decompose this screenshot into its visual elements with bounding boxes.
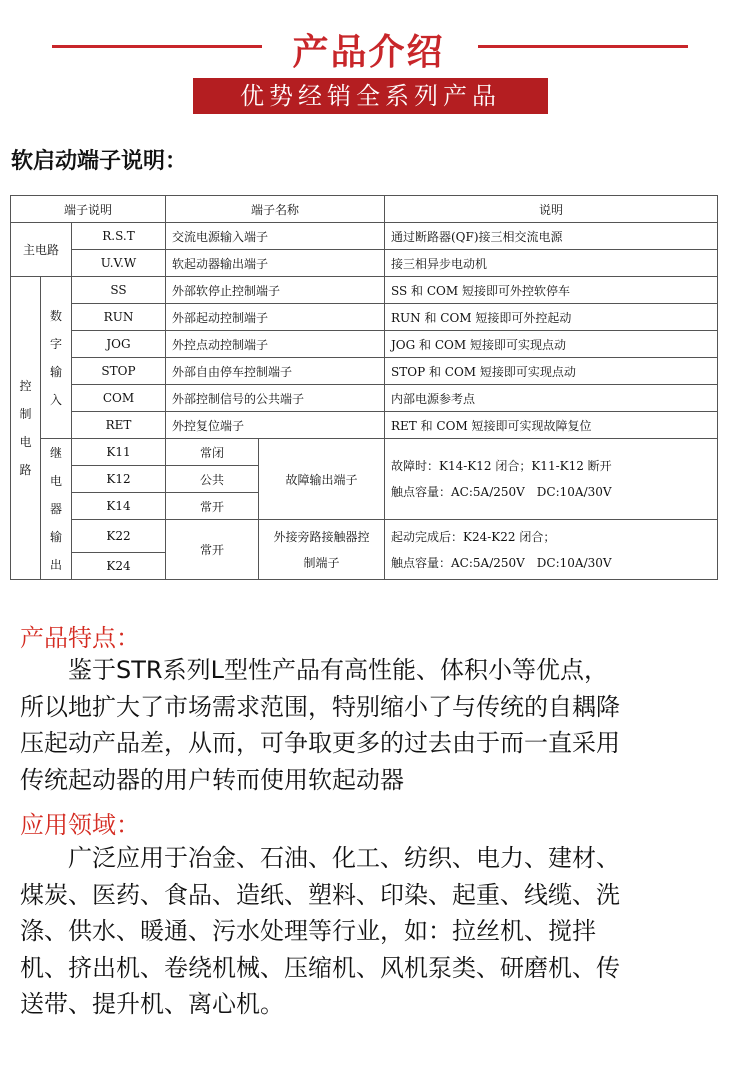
terminal-name: 外部控制信号的公共端子 [166,385,385,412]
terminal-section-title: 软启动端子说明： [11,149,188,174]
terminal-code: K24 [72,553,166,580]
terminal-code: K22 [72,520,166,553]
terminal-name: 外部自由停车控制端子 [166,358,385,385]
terminal-code: K11 [72,439,166,466]
text-line: 煤炭、医药、食品、造纸、塑料、印染、起重、线缆、洗 [20,880,620,909]
contact-state: 常开 [166,493,259,520]
terminal-desc: RUN 和 COM 短接即可外控起动 [385,304,718,331]
terminal-desc: 接三相异步电动机 [385,250,718,277]
table-row [11,250,718,277]
table-row [11,304,718,331]
text-line: 机、挤出机、卷绕机械、压缩机、风机泵类、研磨机、传 [20,953,620,982]
table-row [11,277,718,304]
fault-output-name: 故障输出端子 [259,439,385,520]
terminal-table [10,195,718,580]
contact-state: 公共 [166,466,259,493]
terminal-code: STOP [72,358,166,385]
header-line-right [478,45,688,48]
text-line: 传统起动器的用户转而使用软起动器 [20,765,404,794]
page-title: 产品介绍 [292,32,445,73]
text-line: 送带、提升机、离心机。 [20,990,284,1018]
terminal-name: 外控点动控制端子 [166,331,385,358]
terminal-code: R.S.T [72,223,166,250]
terminal-code: JOG [72,331,166,358]
terminal-name: 软起动器输出端子 [166,250,385,277]
applications-paragraph [20,840,726,1023]
bypass-name: 外接旁路接触器控 制端子 [259,520,385,580]
terminal-code: RET [72,412,166,439]
table-row [11,439,718,466]
header-cell: 说明 [385,196,718,223]
table-row [11,331,718,358]
terminal-desc: STOP 和 COM 短接即可实现点动 [385,358,718,385]
terminal-code: U.V.W [72,250,166,277]
text-line: 压起动产品差，从而，可争取更多的过去由于而一直采用 [20,729,620,757]
terminal-name: 交流电源输入端子 [166,223,385,250]
relay-output-label: 继 电 器 输 出 [41,439,72,580]
bypass-desc: 起动完成后：K24-K22 闭合； 触点容量：AC:5A/250V DC:10A/30V [385,520,718,580]
table-row [11,412,718,439]
text-line: 广泛应用于冶金、石油、化工、纺织、电力、建材、 [20,844,620,872]
text-line: 所以地扩大了市场需求范围，特别缩小了与传统的自耦降 [20,692,620,721]
header-cell: 端子说明 [11,196,166,223]
terminal-desc: 内部电源参考点 [385,385,718,412]
terminal-code: SS [72,277,166,304]
contact-state: 常开 [166,520,259,580]
terminal-name: 外控复位端子 [166,412,385,439]
table-row [11,223,718,250]
text-line: 涤、供水、暖通、污水处理等行业，如：拉丝机、搅拌 [20,917,596,945]
features-title: 产品特点： [20,624,140,652]
header-banner: 优势经销全系列产品 [193,78,548,114]
features-paragraph [20,652,726,798]
table-header-row [11,196,718,223]
terminal-desc: SS 和 COM 短接即可外控软停车 [385,277,718,304]
control-circuit-label: 控 制 电 路 [11,277,41,580]
terminal-code: COM [72,385,166,412]
digital-input-label: 数 字 输 入 [41,277,72,439]
table-row [11,520,718,553]
terminal-desc: JOG 和 COM 短接即可实现点动 [385,331,718,358]
terminal-code: K14 [72,493,166,520]
table-row [11,358,718,385]
terminal-name: 外部软停止控制端子 [166,277,385,304]
terminal-code: K12 [72,466,166,493]
terminal-name: 外部起动控制端子 [166,304,385,331]
text-line: 鉴于STR系列L型性产品有高性能、体积小等优点， [20,656,608,684]
contact-state: 常闭 [166,439,259,466]
table-row [11,385,718,412]
fault-output-desc: 故障时：K14-K12 闭合；K11-K12 断开 触点容量：AC:5A/250V DC:10A/30V [385,439,718,520]
terminal-desc: RET 和 COM 短接即可实现故障复位 [385,412,718,439]
terminal-desc: 通过断路器(QF)接三相交流电源 [385,223,718,250]
applications-title: 应用领域： [20,811,140,839]
main-circuit-label: 主电路 [11,223,72,277]
terminal-code: RUN [72,304,166,331]
header-cell: 端子名称 [166,196,385,223]
